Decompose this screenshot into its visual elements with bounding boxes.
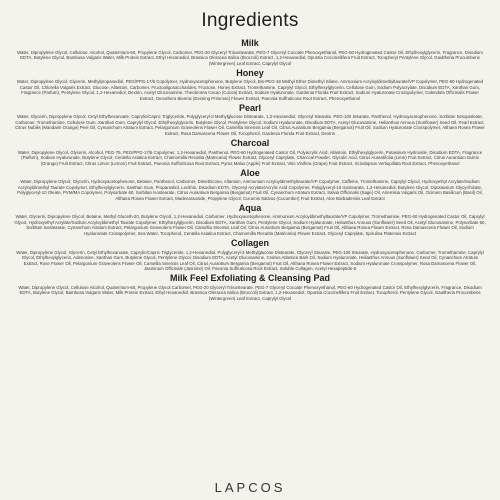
section-heading: Milk Feel Exfoliating & Cleansing Pad: [169, 273, 331, 284]
page-title: Ingredients: [201, 10, 299, 31]
ingredient-list: Water, Dipropylene Glycol, Glycerin, Methylpropanediol, PEG/PPG-17/6 Copolymer, Hydroxyacetophenone, Butylene Glycol, Bis-PEG-18 Methyl Ether Dimethyl Silane, Ammonium Acryloyldimethyltaurate/VP Copolymer, PEG-60 Hydrogenated Castor Oil, Chlorella Vulgaris Extract, Glucose, Allantoin, Carbomer, Fructooligosaccharides, Fructose, Honey Extract, Tromethamine, Caprylyl Glycol, Ethylhexylglycerin, Cellulose Gum, Sodium Polyacrylate, Disodium EDTA, Xanthan Gum, Fragrance (Parfum), Pentylene Glycol, 1,2-Hexanediol, Dextrin, Acetyl Glucosamine, Theobroma Cacao (Cocoa) Extract, Sodium Hyaluronate, Gardenia Florida Fruit Extract, Sodium Hyaluronate Crosspolymer, Calendula Officinalis Flower Extract, Oenothera Biennis (Evening Primrose) Flower Extract, Paeonia Suffruticosa Root Extract, Phenoxyethanol: [16, 79, 484, 101]
section-collagen: [10, 238, 490, 272]
section-heading: Pearl: [238, 102, 262, 113]
section-honey: [10, 68, 490, 102]
section-heading: Charcoal: [230, 138, 270, 149]
section-heading: Milk: [241, 38, 259, 48]
section-charcoal: [10, 138, 490, 166]
ingredient-list: Water, Dipropylene Glycol, Glycerin, Alcohol, PEG-75, PEG/PPG-17/6 Copolymer, 1,2-Hexanediol, Panthenol, PEG-60 Hydrogenated Castor Oil, Polyacrylic Acid, Allantoin, Ethylhexylglycerin, Potassium Hydroxide, Disodium EDTA, Fragrance (Parfum), Sodium Hyaluronate, Butylene Glycol, Centella Asiatica Extract, Chamomilla Recutita (Matricaria) Flower Extract, Glyceryl Caprylate, Charcoal Powder, Glycolic Acid, Citrus Aurantifolia (Lime) Fruit Extract, Citrus Aurantium Dulcis (Orange) Fruit Extract, Citrus Limon (Lemon) Fruit Extract, Paeonia Suffruticosa Root Extract, Pyrus Malus (Apple) Fruit Extract, Vitis Vinifera (Grape) Fruit Extract, Scindapsus Vertiquillata Root Extract, Phenoxyethanol: [17, 149, 483, 166]
section-heading: Aloe: [240, 167, 260, 178]
ingredient-list: Water, Glycerin, Dipropylene Glycol, Cetyl Ethylhexanoate, Caprylic/Capric Triglyceride, Polyglyceryl-3 Methylglucose Distearate, 1,2-Hexanediol, Glyceryl Stearate, PEG-100 Stearate, Panthenol, Hydroxyacetophenone, Sorbitan Sesquioleate, Carbomer, Tromethamine, Cellulose Gum, Xanthan Gum, Caprylyl Glycol, Ethylhexylglycerin, Butylene Glycol, Pentylene Glycol, Sodium Hyaluronate, Disodium EDTA, Acetyl Glucosamine, Helianthus Annuus (Sunflower) Seed Oil, Pearl Extract, Citrus Nobilis (Mandarin Orange) Peel Oil, Cymanchum Atratum Extract, Pelargonium Graveolens Flower Oil, Camellia Sinensis Leaf Oil, Citrus Aurantium Bergamia (Bergamot) Fruit Oil, Sodium Hyaluronate Crosspolymer, Althaea Rosea Flower Extract, Rosa Damascena Flower Oil, Tocopherol, Gardenia Florida Fruit Extract, Dextrin: [15, 114, 485, 136]
ingredient-list: Water, Dipropylene Glycol, Cellulose, Alcohol, Quaternium-60, Propylene Glycol, Carbomer, PEG-20 Glyceryl Triisostearate, PEG-7 Glyceryl Cocoate Phenoxyethanol, PEG-60 Hydrogenated Castor Oil, Ethylhexylglycerin, Fragrance, Disodium EDTA, Butylene Glycol, Bambusa Vulgaris Water, Milk Protein Extract, Ethyl Hexanediol, Brassica Oleracea Italica (Broccoli) Extract, 1,2-Hexanediol, Opuntia Coccinellifera Fruit Extract, Tocopheryl Pentylene Glycol, Gaultheria Procumbens (Wintergreen) Leaf Extract, Caprylyl Glycol: [17, 49, 483, 66]
section-milk: [10, 38, 490, 66]
section-heading: Aqua: [238, 202, 262, 213]
section-cleansing-pad: [10, 273, 490, 301]
section-heading: Honey: [236, 67, 264, 78]
section-pearl: [10, 103, 490, 137]
section-aloe: [10, 168, 490, 202]
brand-logo: LAPCOS: [214, 480, 286, 495]
ingredient-list: Water, Dipropylene Glycol, Cellulose Alcohol, Quaternium-60, Propylene Glycol Carbomer, PEG-20 Glyceryl Triisostearate, PEG-7 Glyceryl Cocoate Phenoxyethanol, PEG-60 Hydrogenated Castor Oil, Ethylhexylglycerin, Fragrance, Disodium EDTA, Butylene Glycol, Bambusa Vulgaris Water, Milk Protein Extract, Ethyl Hexanediol, Brassica Oleracea Italica (Broccoli) Extract, 1,2-Hexanediol, Opuntia Coccinellifera Fruit Extract, Tocopherol, Pentylene Glycol, Gaultheria Procumbens (Wintergreen) Leaf Extract, Caprylyl Glycol: [18, 284, 482, 301]
ingredient-list: Water, Dipropylene Glycol, Glycerin, Hydroxyacetophenone, Betaine, Panthenol, Carbomer, Dimethicone, Allantoin, Ammonium Acryloyldimethyltaurate/VP Copolymer, Caffeine, Tromethamine, Caprylyl Glycol, Hydroxyethyl Acrylate/Sodium Acryloyldimethyl Taurate Copolymer, Ethylhexylglycerin, Xanthan Gum, Propanediol, Lecithin, Disodium EDTA, Glyceryl Acrylate/Acrylic Acid Copolymer, Polyglyceryl-10 Isostearate, 1,2-Hexanediol, Butylene Glycol, Dipotassium Glycyrrhizate, Polyglyceryl-10 Oleate, PVM/MA Copolymer, Polysorbate 60, Sorbitan Isostearate, Citrus Aurantium Bergamia (Bergamot) Fruit Oil, Cynanchum Atratum Extract, Salvia Officinalis (Sage) Oil, Artemisia Vulgaris Oil, Ocimum Basilicum (Basil) Oil, Althaea Rosea Flower Extract, Madecassoside, Propylene Glycol, Cucumis Sativus (Cucumber) Fruit Extract, Aloe Barbadensis Leaf Extract: [17, 179, 483, 201]
section-aqua: [10, 203, 490, 237]
section-heading: Collagen: [230, 238, 269, 249]
ingredient-list: Water, Dipropylene Glycol, Glycerin, Cetyl Ethylhexanoate, Caprylic/Capric Triglyceride, 1,2-Hexanediol, Polyglyceryl-3 Methylglucose Distearate, Glyceryl Stearate, PEG-100 Stearate, Hydroxyacetophenone, Carbomer, Tromethamine, Caprylyl Glycol, Ethylhexylglycerin, Adenosine, Xanthan Gum, Butylene Glycol, Pentylene Glycol, Disodium EDTA, Acetyl Glucosamine, Cedrus Atlantica Bark Oil, Sodium Hyaluronate, Helianthus Annuus (Sunflower) Seed Oil, Cynanchum Atratum Extract, Rose Flower Oil, Pelargonium Graveolens Flower Oil, Camellia Sinensis Leaf Oil, Citrus Aurantium Bergamia (Bergamot) Fruit Oil, Althaea Rosea Flower Extract, Sodium Hyaluronate Crosspolymer, Rosa Damascena Flower Oil, Jasminum Officinale (Jasmine) Oil, Paeonia Suffruticosa Root Extract, Soluble Collagen, Acetyl Hexapeptide-8: [16, 249, 484, 272]
ingredient-list: Water, Glycerin, Dipropylene Glycol, Betaine, Methyl Gluceth-20, Butylene Glycol, 1,2-Hexanediol, Carbomer, Hydroxyacetophenone, Ammonium Acryloyldimethyltaurate/VP Copolymer, Tromethamine, PEG-60 Hydrogenated Castor Oil, Caprylyl Glycol, Hydroxyethyl Acrylate/Sodium Acryloyldimethyl Taurate Copolymer, Ethylhexylglycerin, Disodium EDTA, Xanthan Gum, Pentylene Glycol, Sodium Hyaluronate, Helianthus Annuus (Sunflower) Seed Oil, Acetyl Glucosamine, Polysorbate 60, Sorbitan Isostearate, Cynanchum Atratum Extract, Pelargonium Graveolens Flower Oil, Camellia Sinensis Leaf Oil, Citrus Aurantium Bergamia (Bergamot) Fruit Oil, Althaea Rosea Flower Extract, Rosa Damascena Flower Oil, Sodium Hyaluronate Crosspolymer, Sea Water, Tocopherol, Centella Asiatica Extract, Chamomilla Recutita (Matricaria) Flower Extract, Glyceryl Caprylate, Spirulina Platensis Extract: [14, 214, 486, 236]
